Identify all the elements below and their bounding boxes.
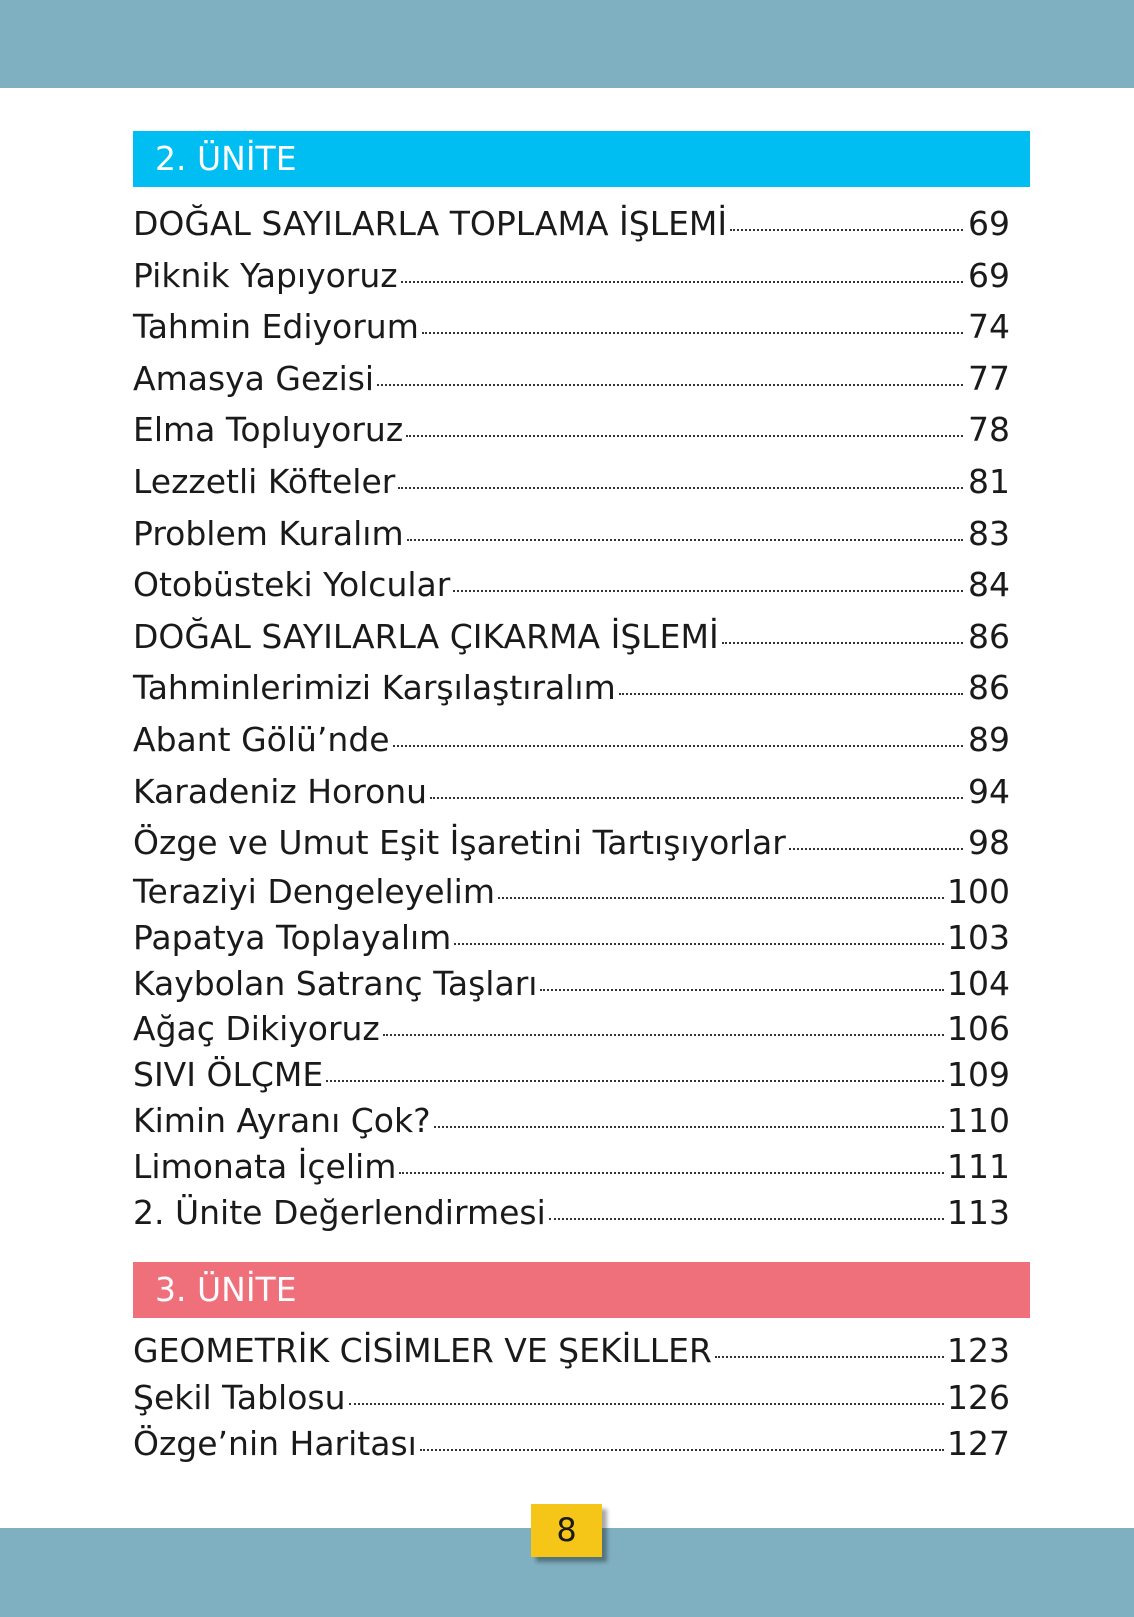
toc-entry-page-number: 74 [968, 307, 1010, 347]
toc-entry-title: Teraziyi Dengeleyelim [133, 871, 495, 911]
toc-entry[interactable] [133, 869, 1010, 915]
toc-dot-leader [430, 795, 963, 799]
unit-3-header: 3. ÜNİTE [133, 1262, 1030, 1318]
toc-entry-page-number: 100 [947, 871, 1010, 911]
toc-dot-leader [401, 279, 963, 283]
toc-dot-leader [540, 987, 944, 991]
toc-entry[interactable] [133, 250, 1010, 302]
toc-dot-leader [434, 1124, 944, 1128]
toc-dot-leader [407, 537, 963, 541]
toc-entry[interactable] [133, 301, 1010, 353]
toc-entry-page-number: 69 [968, 204, 1010, 243]
toc-entry[interactable] [133, 1375, 1010, 1422]
toc-entry-page-number: 109 [947, 1055, 1010, 1095]
toc-entry[interactable] [133, 714, 1010, 766]
toc-entry[interactable] [133, 1190, 1010, 1236]
toc-entry-page-number: 103 [947, 917, 1010, 957]
toc-entry-page-number: 81 [968, 461, 1010, 501]
toc-entry-title: Ağaç Dikiyoruz [133, 1009, 380, 1049]
toc-entry[interactable] [133, 766, 1010, 818]
toc-entry[interactable] [133, 611, 1010, 663]
toc-entry[interactable] [133, 1328, 1010, 1375]
toc-entry-title: Amasya Gezisi [133, 358, 375, 398]
unit-2-header: 2. ÜNİTE [133, 131, 1030, 187]
toc-entry[interactable] [133, 559, 1010, 611]
toc-dot-leader [730, 227, 963, 231]
toc-dot-leader [722, 640, 963, 644]
toc-entry-page-number: 111 [947, 1147, 1010, 1187]
toc-entry-page-number: 89 [968, 719, 1010, 759]
toc-entry-page-number: 94 [968, 771, 1010, 811]
toc-entry-title: DOĞAL SAYILARLA TOPLAMA İŞLEMİ [133, 204, 728, 243]
toc-entry[interactable] [133, 915, 1010, 961]
toc-entry[interactable] [133, 456, 1010, 508]
toc-dot-leader [453, 588, 963, 592]
toc-entry-page-number: 106 [947, 1009, 1010, 1049]
toc-entry[interactable] [133, 353, 1010, 405]
toc-entry-title: SIVI ÖLÇME [133, 1055, 324, 1095]
toc-entry[interactable] [133, 1144, 1010, 1190]
toc-dot-leader [383, 1032, 944, 1036]
toc-entry-page-number: 123 [947, 1331, 1010, 1370]
toc-dot-leader [399, 1170, 944, 1174]
toc-entry-title: 2. Ünite Değerlendirmesi [133, 1192, 546, 1232]
toc-entry-page-number: 127 [947, 1424, 1010, 1463]
toc-entry[interactable] [133, 1006, 1010, 1052]
toc-entry-page-number: 104 [947, 963, 1010, 1003]
toc-entry-title: Karadeniz Horonu [133, 771, 428, 811]
toc-entry-title: Problem Kuralım [133, 513, 404, 553]
toc-entry[interactable] [133, 1421, 1010, 1468]
toc-entry-title: Otobüsteki Yolcular [133, 565, 451, 605]
page-number-badge: 8 [531, 1504, 602, 1557]
toc-dot-leader [549, 1216, 944, 1220]
unit-2-toc-list [133, 198, 1010, 1236]
toc-entry[interactable] [133, 1098, 1010, 1144]
toc-entry-title: Şekil Tablosu [133, 1377, 346, 1417]
toc-entry[interactable] [133, 961, 1010, 1007]
toc-dot-leader [377, 382, 963, 386]
toc-dot-leader [349, 1401, 944, 1405]
toc-dot-leader [398, 485, 963, 489]
toc-entry-page-number: 69 [968, 255, 1010, 295]
toc-entry-title: DOĞAL SAYILARLA ÇIKARMA İŞLEMİ [133, 616, 719, 656]
toc-dot-leader [326, 1078, 944, 1082]
toc-entry-title: Elma Topluyoruz [133, 410, 404, 450]
toc-entry-title: Tahminlerimizi Karşılaştıralım [133, 668, 616, 708]
toc-entry[interactable] [133, 198, 1010, 250]
toc-dot-leader [789, 846, 963, 850]
toc-dot-leader [420, 1447, 944, 1451]
toc-entry-title: Abant Gölü’nde [133, 719, 390, 759]
unit-3-toc-list [133, 1328, 1010, 1468]
toc-entry-page-number: 110 [947, 1101, 1010, 1141]
toc-entry-title: Kaybolan Satranç Taşları [133, 963, 538, 1003]
toc-dot-leader [454, 941, 944, 945]
toc-entry[interactable] [133, 508, 1010, 560]
toc-entry[interactable] [133, 662, 1010, 714]
toc-entry-page-number: 83 [968, 513, 1010, 553]
toc-entry-page-number: 113 [947, 1192, 1010, 1232]
toc-entry-title: Özge’nin Haritası [133, 1424, 417, 1463]
toc-entry-title: Lezzetli Köfteler [133, 461, 396, 501]
toc-dot-leader [406, 433, 963, 437]
toc-entry[interactable] [133, 817, 1010, 869]
toc-entry-page-number: 86 [968, 668, 1010, 708]
toc-entry-title: Kimin Ayranı Çok? [133, 1101, 431, 1141]
toc-entry-page-number: 78 [968, 410, 1010, 450]
toc-dot-leader [422, 330, 963, 334]
toc-entry-title: Limonata İçelim [133, 1147, 397, 1187]
toc-entry-page-number: 77 [968, 358, 1010, 398]
toc-entry[interactable] [133, 404, 1010, 456]
toc-entry-title: GEOMETRİK CİSİMLER VE ŞEKİLLER [133, 1331, 712, 1370]
toc-entry-title: Özge ve Umut Eşit İşaretini Tartışıyorlar [133, 823, 786, 863]
toc-entry-page-number: 98 [968, 823, 1010, 863]
toc-dot-leader [393, 743, 963, 747]
toc-dot-leader [715, 1354, 944, 1358]
toc-dot-leader [498, 895, 944, 899]
toc-entry-title: Papatya Toplayalım [133, 917, 452, 957]
toc-dot-leader [619, 691, 963, 695]
toc-entry-page-number: 84 [968, 565, 1010, 605]
toc-entry-page-number: 126 [947, 1377, 1010, 1417]
toc-entry[interactable] [133, 1052, 1010, 1098]
toc-entry-title: Piknik Yapıyoruz [133, 255, 398, 295]
toc-entry-page-number: 86 [968, 616, 1010, 656]
top-decorative-band [0, 0, 1134, 88]
toc-entry-title: Tahmin Ediyorum [133, 307, 419, 347]
